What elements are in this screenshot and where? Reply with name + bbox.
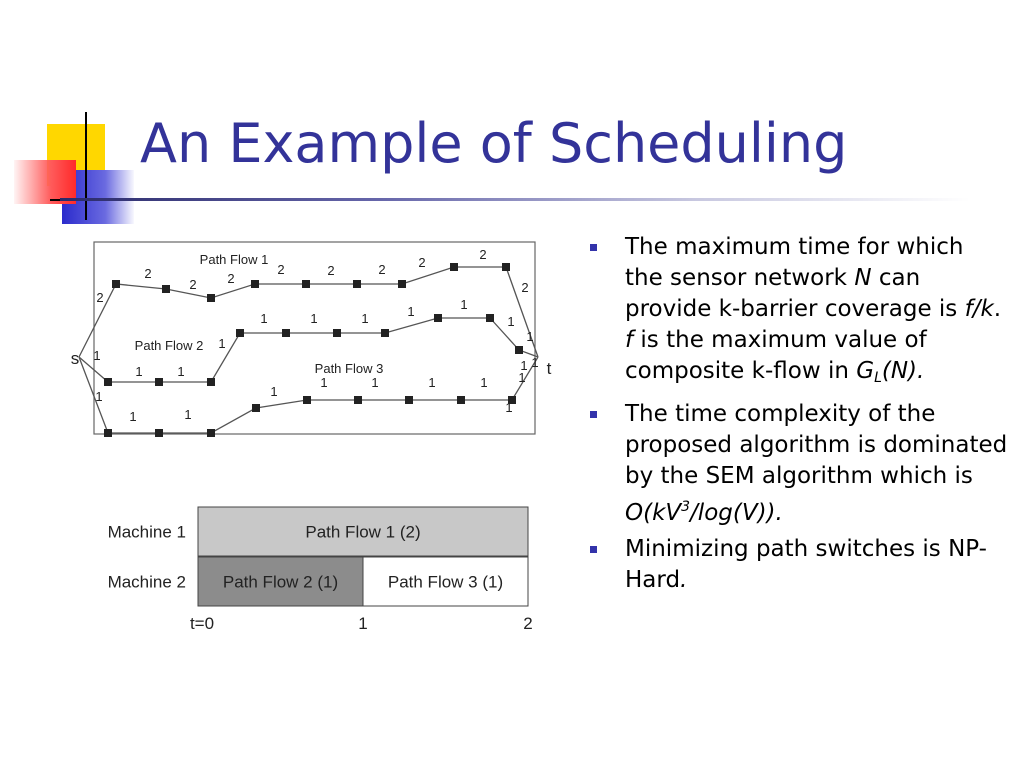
schedule-task-label: Path Flow 3 (1) (387, 572, 504, 592)
sensor-node (251, 280, 259, 288)
time-tick-label: 2 (523, 614, 533, 633)
edge-capacity-label: 1 (93, 348, 101, 363)
bullet-text-run: f/k (964, 296, 994, 322)
bullet-text-run: L (874, 370, 882, 386)
bullet-text-run: Minimizing path switches is NP-Hard (625, 536, 987, 593)
sensor-node (162, 285, 170, 293)
sensor-node (207, 378, 215, 386)
sensor-node (282, 329, 290, 337)
sensor-node (381, 329, 389, 337)
schedule-task-label: Path Flow 1 (2) (305, 522, 421, 542)
bullet-text-run: (N). (881, 358, 925, 384)
sensor-node (353, 280, 361, 288)
edge-capacity-label: 1 (531, 355, 539, 370)
edge-capacity-label: 2 (327, 263, 335, 278)
bullet-text-run: The maximum time for which the sensor network (625, 234, 964, 291)
edge-capacity-label: 1 (407, 304, 415, 319)
bullet-item (588, 232, 1008, 394)
slide-title: An Example of Scheduling (140, 112, 848, 175)
sensor-node (252, 404, 260, 412)
sensor-node (486, 314, 494, 322)
edge-capacity-label: 1 (270, 384, 278, 399)
edge-capacity-label: 2 (189, 277, 197, 292)
sensor-node (104, 378, 112, 386)
sensor-node (502, 263, 510, 271)
edge-capacity-label: 1 (518, 370, 526, 385)
bullet-text-run: The time complexity of the proposed algorithm is dominated by the SEM algorithm which is (625, 401, 1008, 489)
bullet-text-run: G (856, 358, 875, 384)
sensor-node (207, 429, 215, 437)
edge-capacity-label: 2 (277, 262, 285, 277)
bullet-marker-icon (590, 546, 597, 553)
path-flow-3-line (79, 357, 538, 433)
bullet-text-run: . (993, 296, 1002, 322)
time-tick-label: t=0 (189, 614, 215, 633)
edge-capacity-label: 2 (479, 247, 487, 262)
schedule-task-label: Path Flow 2 (1) (222, 572, 339, 592)
edge-capacity-label: 1 (184, 407, 192, 422)
edge-capacity-label: 1 (526, 329, 534, 344)
bullet-marker-icon (590, 244, 597, 251)
sensor-node (302, 280, 310, 288)
bullet-text-run: O(kV (625, 500, 682, 526)
sensor-node (207, 294, 215, 302)
path-flow-label: Path Flow 1 (199, 252, 269, 267)
source-node-label: s (70, 349, 80, 368)
edge-capacity-label: 1 (507, 314, 515, 329)
sensor-node (405, 396, 413, 404)
sensor-node (515, 346, 523, 354)
edge-capacity-label: 1 (129, 409, 137, 424)
edge-capacity-label: 1 (310, 311, 318, 326)
edge-capacity-label: 2 (418, 255, 426, 270)
edge-capacity-label: 1 (218, 336, 226, 351)
edge-capacity-label: 2 (521, 280, 529, 295)
bullet-item (588, 399, 1008, 529)
edge-capacity-label: 1 (428, 375, 436, 390)
bullet-text-run: N (854, 265, 872, 291)
edge-capacity-label: 1 (371, 375, 379, 390)
schedule-gantt-chart (108, 507, 533, 633)
sensor-node (398, 280, 406, 288)
composite-flow-graph (71, 242, 552, 437)
sensor-node (112, 280, 120, 288)
sensor-node (450, 263, 458, 271)
edge-capacity-label: 1 (520, 358, 528, 373)
sensor-node (434, 314, 442, 322)
sensor-node (155, 378, 163, 386)
edge-capacity-label: 1 (460, 297, 468, 312)
edge-capacity-label: 1 (361, 311, 369, 326)
edge-capacity-label: 1 (135, 364, 143, 379)
edge-capacity-label: 2 (378, 262, 386, 277)
edge-capacity-label: 2 (144, 266, 152, 281)
sensor-node (457, 396, 465, 404)
bullet-text-run: can provide k-barrier coverage is (625, 265, 965, 322)
bullet-list (588, 232, 1008, 601)
edge-capacity-label: 2 (227, 271, 235, 286)
edge-capacity-label: 1 (177, 364, 185, 379)
edge-capacity-label: 1 (260, 311, 268, 326)
sensor-node (303, 396, 311, 404)
edge-capacity-label: 1 (505, 400, 513, 415)
bullet-text-run: f (625, 327, 634, 353)
sensor-node (333, 329, 341, 337)
bullet-marker-icon (590, 411, 597, 418)
sink-node-label: t (546, 359, 552, 378)
edge-capacity-label: 1 (95, 389, 103, 404)
edge-capacity-label: 1 (320, 375, 328, 390)
bullet-text-run: . (680, 567, 688, 593)
bullet-item (588, 534, 1008, 596)
machine-label: Machine 2 (107, 572, 186, 592)
path-flow-label: Path Flow 3 (314, 361, 384, 376)
edge-capacity-label: 1 (480, 375, 488, 390)
sensor-node (236, 329, 244, 337)
bullet-text-run: /log(V)). (690, 500, 783, 526)
sensor-node (354, 396, 362, 404)
sensor-node (104, 429, 112, 437)
sensor-node (155, 429, 163, 437)
path-flow-label: Path Flow 2 (134, 338, 204, 353)
bullet-text-run: 3 (681, 499, 691, 515)
bullet-text-run: is the maximum value of composite k-flow in (625, 327, 927, 384)
machine-label: Machine 1 (107, 522, 186, 542)
time-tick-label: 1 (358, 614, 368, 633)
edge-capacity-label: 2 (96, 290, 104, 305)
